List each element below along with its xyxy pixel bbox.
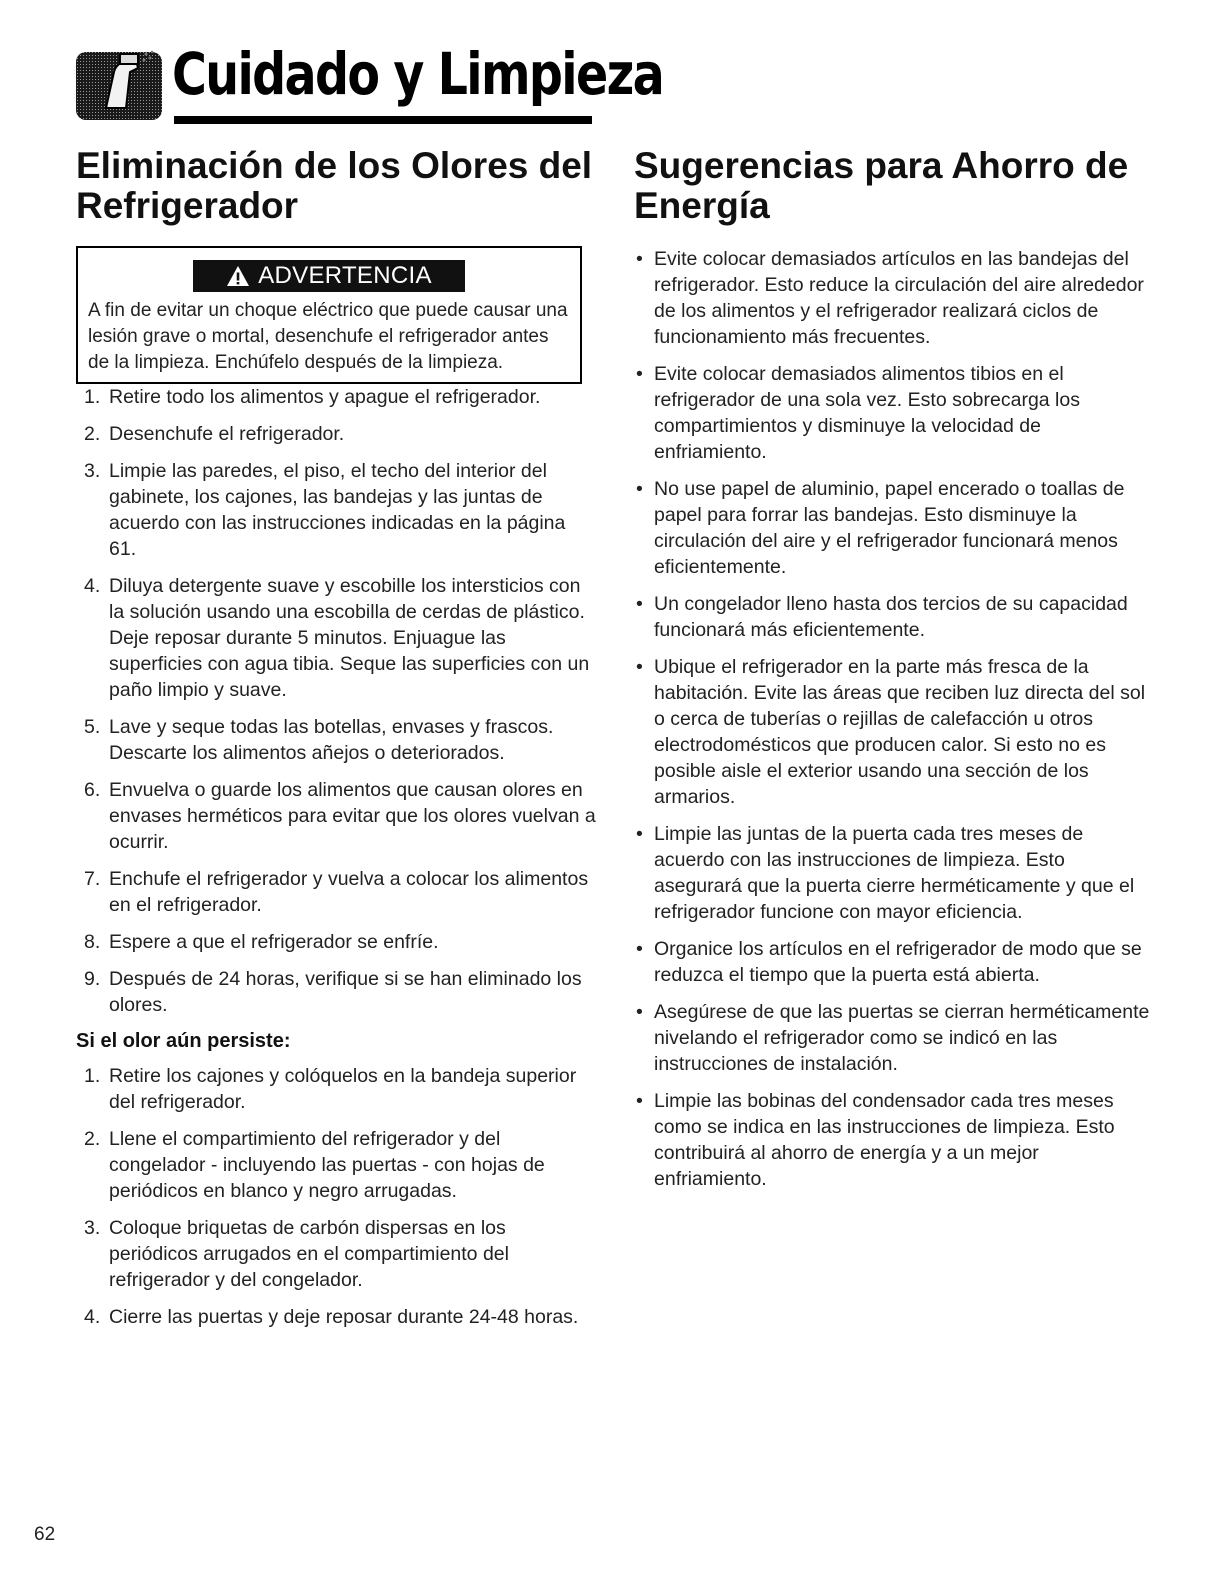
list-item: 2. Llene el compartimiento del refrigerador y del congelador - incluyendo las puertas - con hojas de periódicos en blanco y negro arrugadas. (84, 1128, 545, 1202)
list-item: 3. Coloque briquetas de carbón dispersas en los periódicos arrugados en el compartimiento del refrigerador y del congelador. (84, 1217, 509, 1291)
list-item: 4. Cierre las puertas y deje reposar durante 24-48 horas. (84, 1306, 579, 1328)
page-title: Cuidado y Limpieza (172, 40, 664, 108)
persist-subheading: Si el olor aún persiste: (76, 1030, 291, 1052)
list-item: • Limpie las bobinas del condensador cada tres meses como se indica en las instrucciones de limpieza. Esto contribuirá al ahorro de energía y a un mejor enfriamiento. (636, 1090, 1115, 1190)
list-item: 5. Lave y seque todas las botellas, envases y frascos. Descarte los alimentos añejos o deteriorados. (84, 716, 554, 764)
persist-steps-list (76, 1063, 596, 1330)
list-item: 1. Retire los cajones y colóquelos en la bandeja superior del refrigerador. (84, 1065, 577, 1113)
list-item: 8. Espere a que el refrigerador se enfríe. (84, 931, 439, 953)
warning-label: ADVERTENCIA (258, 262, 432, 289)
page-number: 62 (34, 1524, 56, 1545)
list-item: • No use papel de aluminio, papel encerado o toallas de papel para forrar las bandejas. Esto disminuye la circulación del aire y el refrigerador funcionará menos eficientemente. (636, 478, 1125, 578)
list-item: • Evite colocar demasiados alimentos tibios en el refrigerador de una sola vez. Esto sobrecarga los compartimientos y disminuye la velocidad de enfriamiento. (636, 363, 1080, 463)
warning-banner (193, 260, 465, 292)
odor-section-heading: Eliminación de los Olores del Refrigerador (76, 145, 593, 226)
list-item: 3. Limpie las paredes, el piso, el techo del interior del gabinete, los cajones, las bandejas y las juntas de acuerdo con las instrucciones indicadas en la página 61. (84, 460, 566, 560)
page-header (76, 40, 664, 132)
warning-box (76, 246, 582, 384)
list-item: • Ubique el refrigerador en la parte más fresca de la habitación. Evite las áreas que reciben luz directa del sol o cerca de tuberías o rejillas de calefacción u otros electrodomésticos que producen calor. Si esto no es posible aisle el exterior usando una sección de los armarios. (636, 656, 1146, 808)
list-item: • Un congelador lleno hasta dos tercios de su capacidad funcionará más eficientemente. (636, 593, 1128, 641)
list-item: 6. Envuelva o guarde los alimentos que causan olores en envases herméticos para evitar que los olores vuelvan a ocurrir. (84, 779, 596, 853)
odor-steps-list (76, 384, 596, 1018)
list-item: 9. Después de 24 horas, verifique si se han eliminado los olores. (84, 968, 582, 1016)
left-column (76, 146, 596, 1341)
right-column (634, 146, 1154, 1203)
list-item: • Organice los artículos en el refrigerador de modo que se reduzca el tiempo que la puerta está abierta. (636, 938, 1142, 986)
list-item: • Asegúrese de que las puertas se cierran herméticamente nivelando el refrigerador como se indicó en las instrucciones de instalación. (636, 1001, 1150, 1075)
list-item: 7. Enchufe el refrigerador y vuelva a colocar los alimentos en el refrigerador. (84, 868, 589, 916)
list-item: • Evite colocar demasiados artículos en las bandejas del refrigerador. Esto reduce la circulación del aire alrededor de los alimentos y el refrigerador realizará ciclos de funcionamiento más frecuentes. (636, 248, 1144, 348)
list-item: 1. Retire todo los alimentos y apague el refrigerador. (84, 386, 541, 408)
warning-triangle-icon (226, 265, 250, 287)
warning-text: A fin de evitar un choque eléctrico que puede causar una lesión grave o mortal, desenchufe el refrigerador antes de la limpieza. Enchúfelo después de la limpieza. (88, 300, 568, 373)
energy-tips-list (634, 246, 1154, 1192)
list-item: 2. Desenchufe el refrigerador. (84, 423, 345, 445)
list-item: 4. Diluya detergente suave y escobille los intersticios con la solución usando una escobilla de cerdas de plástico. Deje reposar durante 5 minutos. Enjuague las superficies con agua tibia. Seque las superficies con un paño limpio y suave. (84, 575, 590, 701)
energy-section-heading: Sugerencias para Ahorro de Energía (634, 145, 1129, 226)
cleaning-spray-icon (76, 48, 162, 122)
title-underline (174, 116, 592, 124)
list-item: • Limpie las juntas de la puerta cada tres meses de acuerdo con las instrucciones de limpieza. Esto asegurará que la puerta cierre herméticamente y que el refrigerador funcione con mayor eficiencia. (636, 823, 1135, 923)
